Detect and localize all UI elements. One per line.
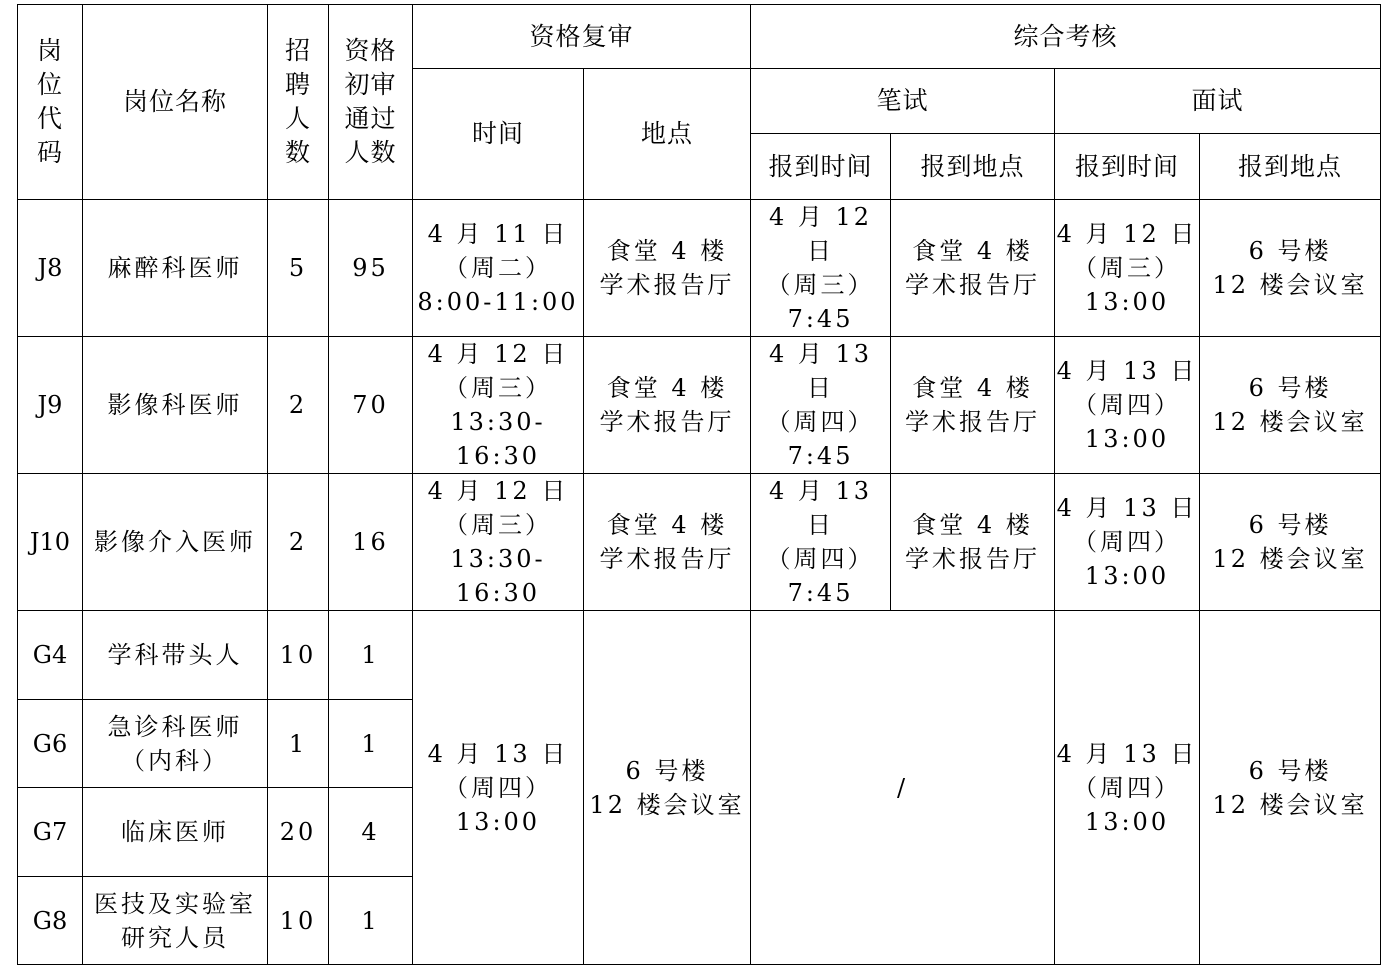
group-review-time: 4 月 13 日 （周四） 13:00 [413,611,584,965]
table-row [18,611,1381,700]
passed-count: 1 [329,877,413,965]
hire-count: 1 [268,700,329,788]
passed-count: 70 [329,337,413,474]
written-checkin-place: 食堂 4 楼 学术报告厅 [891,200,1055,337]
hire-count: 20 [268,788,329,877]
position-code: J9 [18,337,83,474]
header-passed: 资格 初审 通过 人数 [329,5,413,200]
header-review-place: 地点 [584,69,751,200]
written-checkin-place: 食堂 4 楼 学术报告厅 [891,337,1055,474]
header-code: 岗 位 代 码 [18,5,83,200]
interview-checkin-place: 6 号楼 12 楼会议室 [1200,474,1381,611]
interview-checkin-place: 6 号楼 12 楼会议室 [1200,337,1381,474]
interview-checkin-time: 4 月 13 日 （周四） 13:00 [1055,337,1200,474]
hire-count: 10 [268,877,329,965]
passed-count: 16 [329,474,413,611]
written-checkin-time: 4 月 13 日 （周四） 7:45 [751,337,891,474]
interview-checkin-place: 6 号楼 12 楼会议室 [1200,200,1381,337]
position-name: 临床医师 [83,788,268,877]
written-checkin-time: 4 月 12 日 （周三） 7:45 [751,200,891,337]
group-interview-place: 6 号楼 12 楼会议室 [1200,611,1381,965]
table-row [18,474,1381,611]
position-name: 学科带头人 [83,611,268,700]
group-review-place: 6 号楼 12 楼会议室 [584,611,751,965]
review-place: 食堂 4 楼 学术报告厅 [584,474,751,611]
review-place: 食堂 4 楼 学术报告厅 [584,200,751,337]
hire-count: 2 [268,474,329,611]
position-name: 急诊科医师 （内科） [83,700,268,788]
position-name: 影像介入医师 [83,474,268,611]
header-review: 资格复审 [413,5,751,69]
header-written-checkin-place: 报到地点 [891,134,1055,200]
header-interview: 面试 [1055,69,1381,134]
header-name: 岗位名称 [83,5,268,200]
review-time: 4 月 11 日 （周二） 8:00-11:00 [413,200,584,337]
header-assessment: 综合考核 [751,5,1381,69]
review-time: 4 月 12 日 （周三） 13:30-16:30 [413,337,584,474]
position-code: G4 [18,611,83,700]
table-row [18,337,1381,474]
written-checkin-place: 食堂 4 楼 学术报告厅 [891,474,1055,611]
header-interview-checkin-place: 报到地点 [1200,134,1381,200]
position-name: 医技及实验室 研究人员 [83,877,268,965]
header-written: 笔试 [751,69,1055,134]
position-name: 影像科医师 [83,337,268,474]
position-name: 麻醉科医师 [83,200,268,337]
passed-count: 95 [329,200,413,337]
passed-count: 1 [329,700,413,788]
passed-count: 4 [329,788,413,877]
header-written-checkin-time: 报到时间 [751,134,891,200]
interview-checkin-time: 4 月 13 日 （周四） 13:00 [1055,474,1200,611]
position-code: J10 [18,474,83,611]
position-code: G6 [18,700,83,788]
header-hire: 招 聘 人 数 [268,5,329,200]
review-place: 食堂 4 楼 学术报告厅 [584,337,751,474]
hire-count: 10 [268,611,329,700]
group-written-none: / [751,611,1055,965]
written-checkin-time: 4 月 13 日 （周四） 7:45 [751,474,891,611]
review-time: 4 月 12 日 （周三） 13:30-16:30 [413,474,584,611]
header-review-time: 时间 [413,69,584,200]
position-code: J8 [18,200,83,337]
position-code: G7 [18,788,83,877]
schedule-table [17,4,1381,965]
table-row [18,200,1381,337]
passed-count: 1 [329,611,413,700]
hire-count: 2 [268,337,329,474]
hire-count: 5 [268,200,329,337]
position-code: G8 [18,877,83,965]
header-interview-checkin-time: 报到时间 [1055,134,1200,200]
interview-checkin-time: 4 月 12 日 （周三） 13:00 [1055,200,1200,337]
group-interview-time: 4 月 13 日 （周四） 13:00 [1055,611,1200,965]
